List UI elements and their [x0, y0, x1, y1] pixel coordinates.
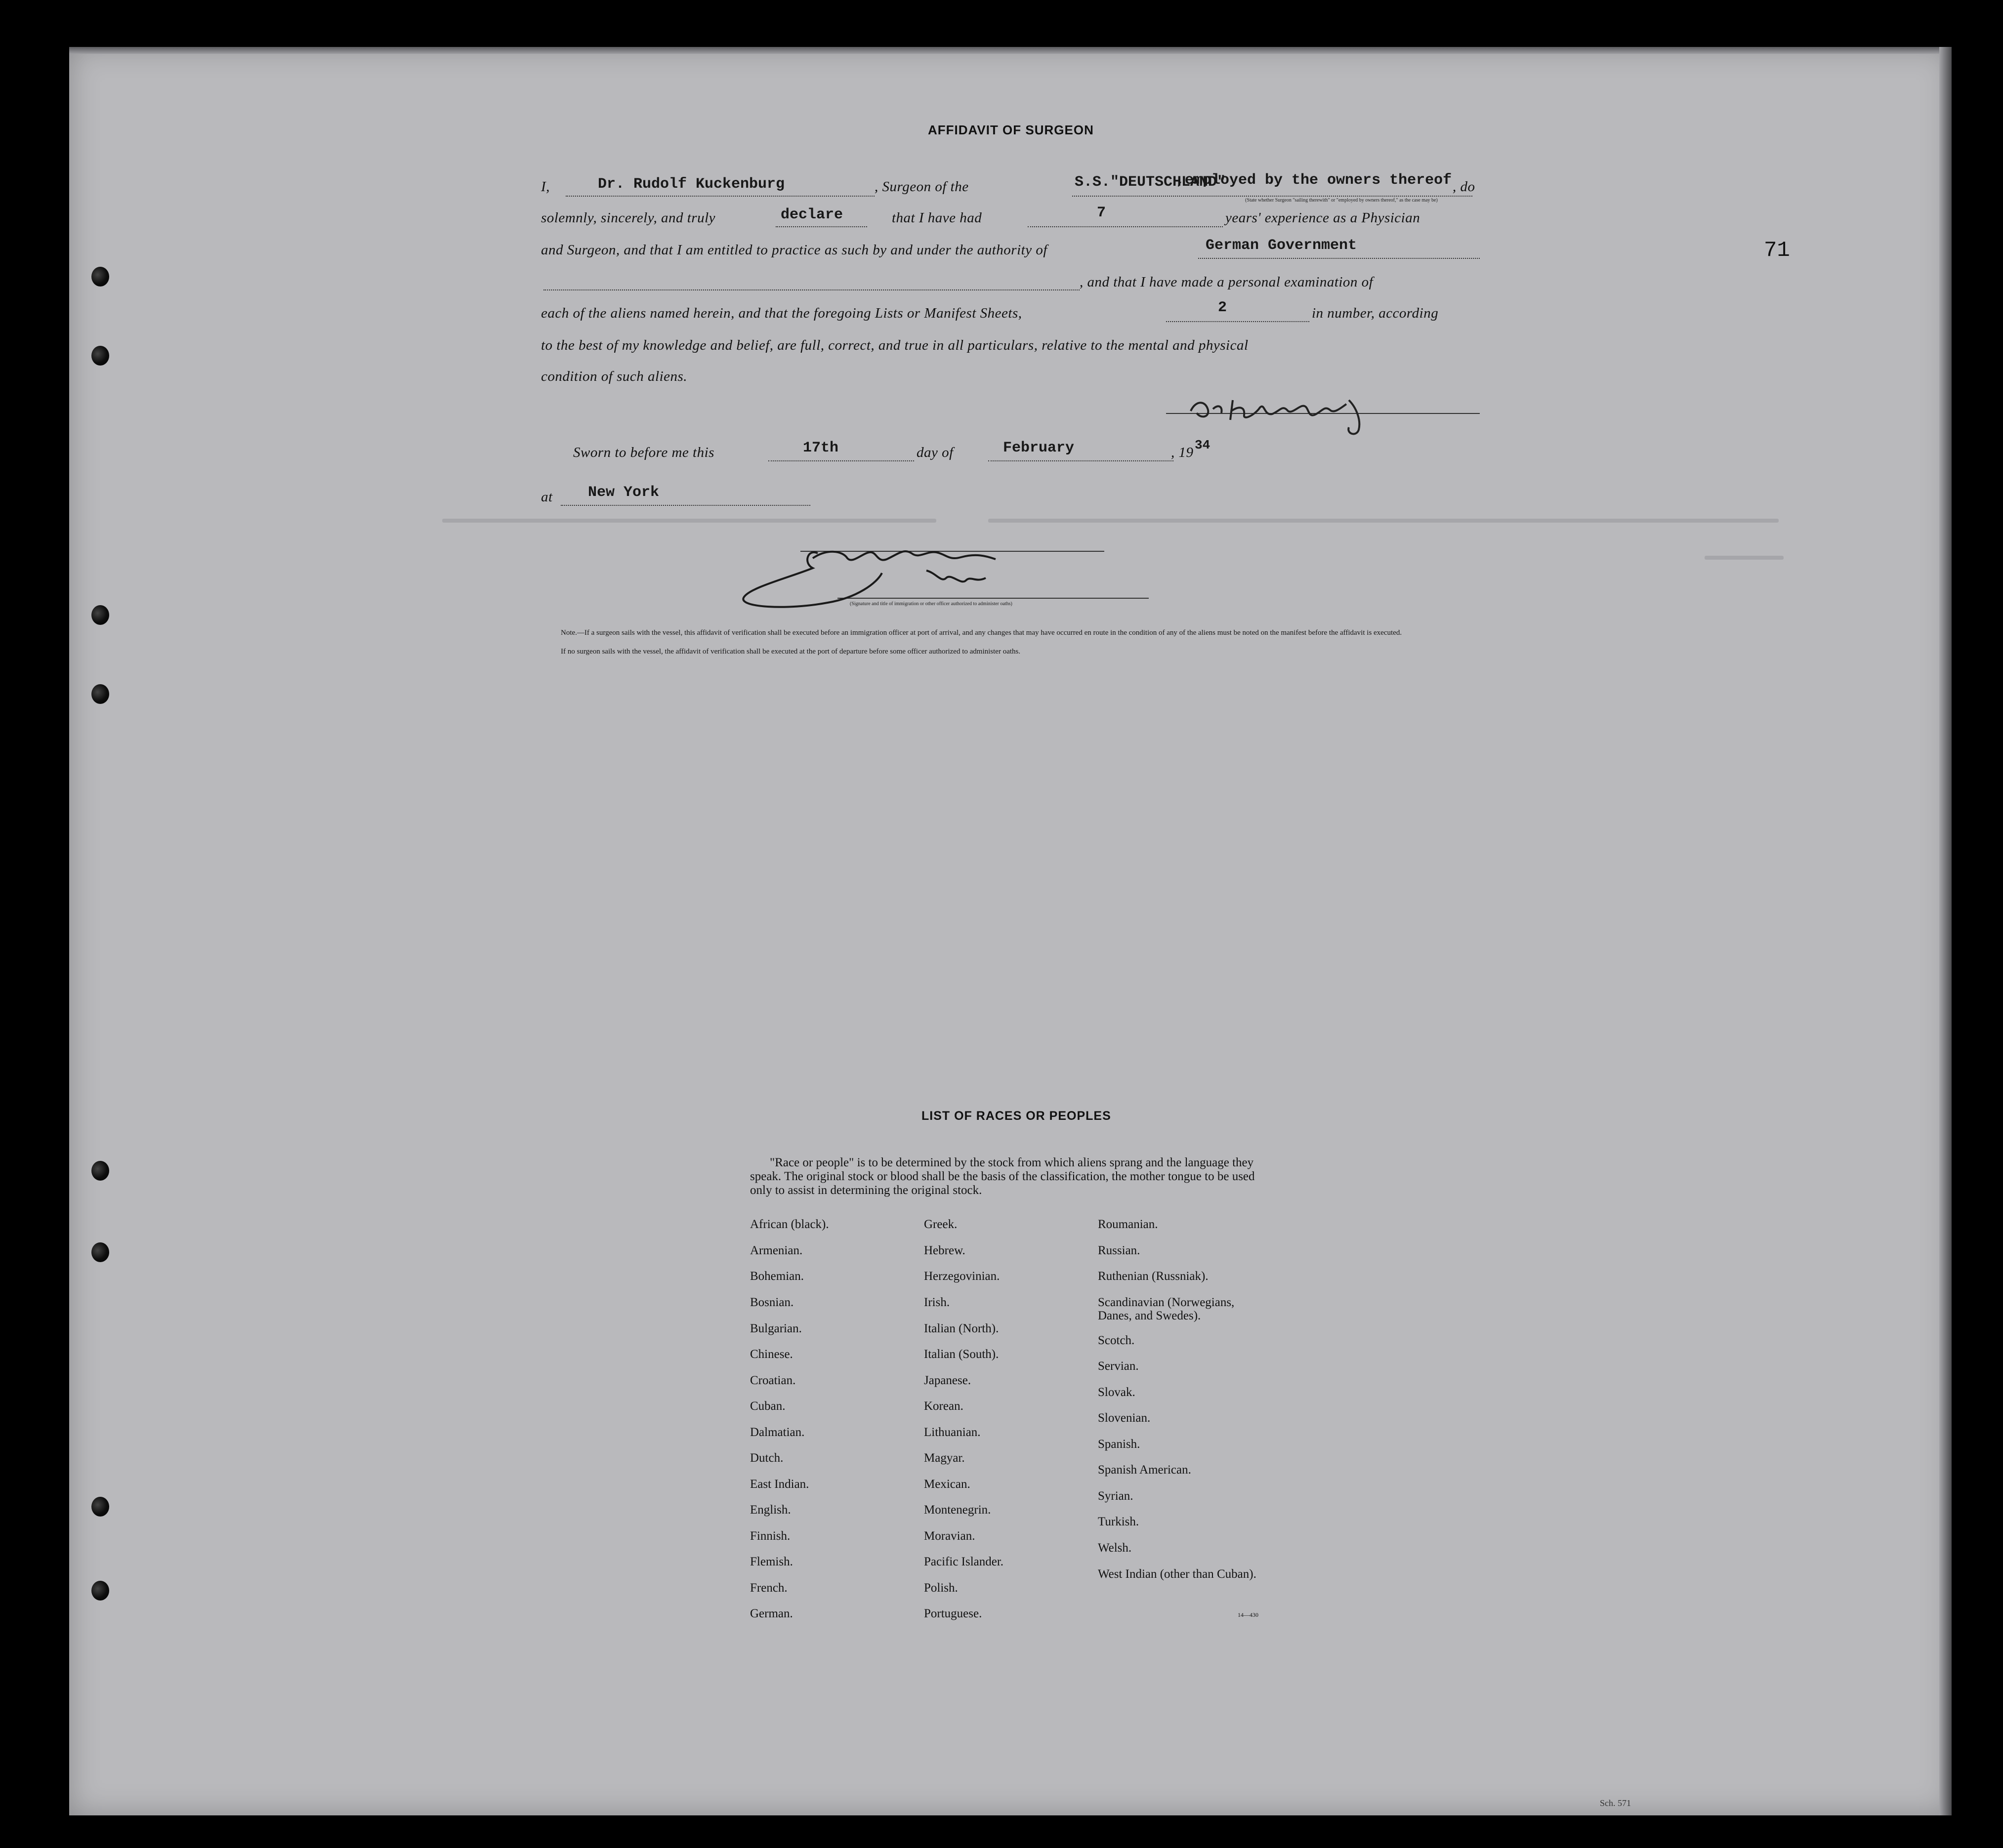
affidavit-text: that I have had [892, 210, 982, 226]
race-item: Magyar. [924, 1451, 965, 1465]
affidavit-text: , Surgeon of the [875, 179, 969, 195]
form-number: 14—430 [1238, 1611, 1258, 1618]
place-field: New York [588, 484, 660, 501]
sworn-text: day of [917, 445, 954, 460]
affidavit-text: I, [541, 179, 550, 195]
race-item: Spanish. [1098, 1437, 1140, 1451]
race-item: Bohemian. [750, 1270, 804, 1283]
race-item: Korean. [924, 1399, 963, 1413]
employment-note: (State whether Surgeon "sailing therewith" or "employed by owners thereof," as the case may be) [1245, 198, 1438, 203]
surgeon-signature-text [1186, 380, 1189, 381]
races-intro: "Race or people" is to be determined by the stock from which aliens sprang and the language they speak. The original stock or blood shall be the basis of the classification, the mother tongue to be used only to assist in determining the original stock. [750, 1156, 1255, 1197]
affidavit-text: solemnly, sincerely, and truly [541, 210, 716, 226]
race-item: Scotch. [1098, 1334, 1135, 1347]
race-item: Lithuanian. [924, 1426, 981, 1439]
place-label: at [541, 489, 553, 505]
fill-line [1072, 196, 1472, 197]
race-item: French. [750, 1581, 788, 1595]
race-item: Cuban. [750, 1399, 786, 1413]
affidavit-heading: AFFIDAVIT OF SURGEON [928, 123, 1094, 137]
race-item: Servian. [1098, 1359, 1139, 1373]
race-item: Hebrew. [924, 1244, 965, 1257]
binder-hole [91, 267, 109, 287]
officer-signature-drawing [729, 529, 1035, 613]
race-item: Greek. [924, 1218, 958, 1231]
race-item: Bulgarian. [750, 1322, 802, 1335]
affidavit-text: in number, according [1312, 305, 1439, 321]
employment-field: ,employed by the owners thereof [1176, 172, 1452, 189]
races-heading: LIST OF RACES OR PEOPLES [921, 1109, 1111, 1123]
authority-field: German Government [1206, 237, 1357, 254]
footer-stamp: Sch. 571 [1600, 1798, 1631, 1808]
surgeon-signature [1186, 380, 1403, 440]
binder-hole [91, 605, 109, 625]
fill-line [1166, 321, 1309, 322]
race-item: Slovak. [1098, 1386, 1135, 1399]
race-item: Welsh. [1098, 1541, 1132, 1555]
binder-hole [91, 1242, 109, 1262]
sworn-day-field: 17th [803, 440, 839, 456]
affidavit-text: to the best of my knowledge and belief, are full, correct, and true in all particulars, relative to the mental and physical [541, 337, 1249, 353]
race-item: Mexican. [924, 1478, 970, 1491]
fill-line [561, 505, 810, 506]
race-item: Italian (South). [924, 1348, 999, 1361]
page-number: 71 [1764, 238, 1790, 263]
sworn-text: Sworn to before me this [573, 445, 714, 460]
race-item: Portuguese. [924, 1607, 982, 1620]
ship-name-field: S.S."DEUTSCHLAND" [1075, 174, 1226, 191]
affidavit-text: , and that I have made a personal examination of [1080, 274, 1374, 290]
sheets-field: 2 [1218, 299, 1227, 316]
race-item: West Indian (other than Cuban). [1098, 1567, 1256, 1581]
race-item: Japanese. [924, 1374, 971, 1387]
bleed-through-mark [988, 519, 1779, 523]
fill-line [776, 226, 867, 227]
race-item: Russian. [1098, 1244, 1140, 1257]
binder-hole [91, 1581, 109, 1601]
race-item: Spanish American. [1098, 1463, 1191, 1477]
race-item: Irish. [924, 1296, 950, 1309]
race-item: English. [750, 1503, 791, 1517]
race-item: Ruthenian (Russniak). [1098, 1270, 1209, 1283]
race-item: Italian (North). [924, 1322, 999, 1335]
fill-line [768, 460, 914, 461]
fill-line [988, 460, 1173, 461]
race-item: Polish. [924, 1581, 958, 1595]
affidavit-note: Note.—If a surgeon sails with the vessel, this affidavit of verification shall be executed before an immigration officer at port of arrival, and any changes that may have occurred en route in the condition of any of the aliens must be noted on the manifest before the affidavit is executed. [561, 629, 1402, 637]
affidavit-note: If no surgeon sails with the vessel, the affidavit of verification shall be executed at the port of departure before some officer authorized to administer oaths. [561, 648, 1021, 656]
bleed-through-mark [442, 519, 936, 523]
race-item: Montenegrin. [924, 1503, 991, 1517]
race-item: Turkish. [1098, 1515, 1139, 1528]
race-item: Flemish. [750, 1555, 793, 1568]
race-item: Pacific Islander. [924, 1555, 1004, 1568]
affidavit-text: and Surgeon, and that I am entitled to practice as such by and under the authority of [541, 242, 1047, 258]
surgeon-name-field: Dr. Rudolf Kuckenburg [598, 176, 785, 193]
bleed-through-mark [1705, 556, 1784, 560]
race-item: Croatian. [750, 1374, 796, 1387]
fill-line [1198, 258, 1480, 259]
surgeon-signature-drawing [1186, 380, 1403, 440]
affidavit-text: condition of such aliens. [541, 369, 688, 384]
race-item: Roumanian. [1098, 1218, 1158, 1231]
race-item: Dutch. [750, 1451, 784, 1465]
fill-line [566, 196, 875, 197]
race-item: Bosnian. [750, 1296, 794, 1309]
page-right-edge [1939, 47, 1952, 1815]
affidavit-text: years' experience as a Physician [1225, 210, 1420, 226]
binder-hole [91, 684, 109, 704]
race-item: Finnish. [750, 1529, 791, 1543]
race-item: Herzegovinian. [924, 1270, 1000, 1283]
fill-line [543, 289, 1080, 290]
binder-hole [91, 346, 109, 366]
sworn-month-field: February [1003, 440, 1075, 456]
binder-hole [91, 1497, 109, 1517]
race-item: German. [750, 1607, 793, 1620]
race-item: Armenian. [750, 1244, 803, 1257]
race-item: East Indian. [750, 1478, 809, 1491]
race-item: Syrian. [1098, 1489, 1133, 1503]
affidavit-text: each of the aliens named herein, and that the foregoing Lists or Manifest Sheets, [541, 305, 1022, 321]
officer-caption: (Signature and title of immigration or other officer authorized to administer oaths) [850, 601, 1012, 607]
race-item: Dalmatian. [750, 1426, 805, 1439]
race-item: Scandinavian (Norwegians, Danes, and Swedes). [1098, 1296, 1235, 1322]
race-item: Moravian. [924, 1529, 975, 1543]
binder-hole [91, 1161, 109, 1181]
page-top-edge [69, 47, 1952, 54]
officer-signature [729, 529, 1035, 613]
affidavit-text: , do [1453, 179, 1475, 195]
race-item: African (black). [750, 1218, 829, 1231]
race-item: Chinese. [750, 1348, 793, 1361]
years-field: 7 [1097, 205, 1106, 221]
sworn-text: , 19 [1171, 445, 1194, 460]
fill-line [1028, 226, 1223, 227]
race-item: Slovenian. [1098, 1411, 1151, 1425]
sworn-year-field: 34 [1195, 438, 1210, 452]
declaration-field: declare [781, 206, 843, 223]
